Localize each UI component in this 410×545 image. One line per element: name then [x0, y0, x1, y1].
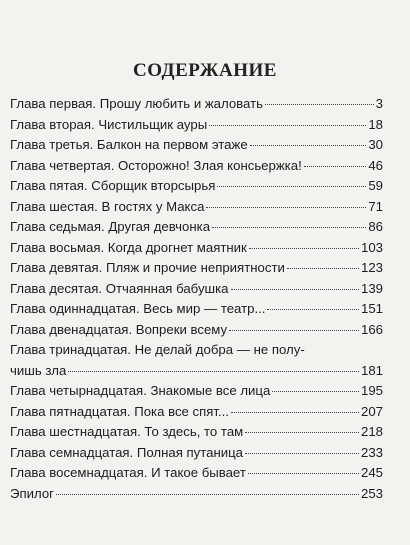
toc-entry-title: Глава шестнадцатая. То здесь, то там: [10, 424, 244, 439]
toc-entry-title: Глава пятнадцатая. Пока все спят...: [10, 403, 229, 419]
toc-entry-page: 181: [360, 362, 383, 378]
dot-leader: [229, 330, 359, 331]
toc-entry-page: 59: [368, 178, 383, 193]
toc-entry-page: 3: [375, 96, 383, 111]
dot-leader: [217, 186, 366, 187]
toc-entry-title-line2: чишь зла: [10, 362, 67, 378]
dot-leader: [249, 248, 359, 249]
toc-entry: [10, 443, 383, 464]
toc-entry-page: 207: [360, 403, 383, 419]
toc-entry-title: Глава семнадцатая. Полная путаница: [10, 444, 244, 460]
toc-entry: [10, 422, 383, 443]
dot-leader: [68, 371, 359, 372]
toc-entry-page: 151: [360, 301, 383, 316]
toc-entry: [10, 135, 383, 156]
toc-entry-page: 195: [360, 383, 383, 398]
toc-entry: [10, 94, 383, 115]
toc-entry-title: Глава восемнадцатая. И такое бывает: [10, 465, 246, 480]
toc-entry-page: 103: [360, 239, 383, 255]
dot-leader: [304, 166, 367, 167]
toc-entry-page: 233: [360, 444, 383, 460]
toc-entry: [10, 258, 383, 279]
table-of-contents: [10, 94, 383, 504]
toc-entry-title: Эпилог: [10, 485, 54, 501]
toc-entry: [10, 484, 383, 505]
toc-entry-title: Глава седьмая. Другая девчонка: [10, 219, 211, 234]
toc-entry-title: Глава пятая. Сборщик вторсырья: [10, 178, 216, 193]
toc-entry: [10, 299, 383, 320]
toc-entry-title-line1: Глава тринадцатая. Не делай добра — не полу-: [10, 342, 305, 357]
toc-entry-page: 123: [360, 260, 383, 275]
toc-entry: [10, 197, 383, 218]
toc-entry-page: 218: [360, 424, 383, 439]
toc-entry-title: Глава двенадцатая. Вопреки всему: [10, 321, 228, 337]
toc-entry: [10, 361, 383, 382]
toc-entry-page: 166: [360, 321, 383, 337]
toc-entry: [10, 320, 383, 341]
dot-leader: [56, 494, 359, 495]
toc-entry-title: Глава четырнадцатая. Знакомые все лица: [10, 383, 271, 398]
dot-leader: [245, 453, 359, 454]
dot-leader: [212, 227, 366, 228]
dot-leader: [231, 289, 359, 290]
toc-entry: [10, 463, 383, 484]
toc-entry-page: 18: [368, 116, 383, 132]
toc-entry-title: Глава восьмая. Когда дрогнет маятник: [10, 239, 247, 255]
toc-entry-page: 86: [368, 219, 383, 234]
toc-entry-page: 46: [368, 157, 383, 173]
dot-leader: [250, 145, 367, 146]
toc-entry-page: 245: [360, 465, 383, 480]
dot-leader: [272, 391, 359, 392]
toc-entry-title: Глава десятая. Отчаянная бабушка: [10, 280, 229, 296]
toc-entry: [10, 381, 383, 402]
toc-entry-title: Глава девятая. Пляж и прочие неприятности: [10, 260, 285, 275]
dot-leader: [265, 104, 374, 105]
toc-entry-page: 139: [360, 280, 383, 296]
dot-leader: [231, 412, 359, 413]
dot-leader: [267, 309, 359, 310]
dot-leader: [287, 268, 359, 269]
toc-entry-title: Глава четвертая. Осторожно! Злая консьержка!: [10, 157, 302, 173]
toc-entry: [10, 176, 383, 197]
toc-entry-title: Глава третья. Балкон на первом этаже: [10, 137, 248, 152]
toc-entry-title: Глава одиннадцатая. Весь мир — театр...: [10, 301, 266, 316]
toc-entry: [10, 402, 383, 423]
toc-entry-title: Глава шестая. В гостях у Макса: [10, 198, 205, 214]
dot-leader: [245, 432, 359, 433]
toc-entry-page: 30: [368, 137, 383, 152]
toc-entry-title: Глава вторая. Чистильщик ауры: [10, 116, 208, 132]
dot-leader: [206, 207, 366, 208]
toc-entry: [10, 115, 383, 136]
toc-entry: [10, 279, 383, 300]
dot-leader: [248, 473, 359, 474]
toc-entry: [10, 217, 383, 238]
toc-entry-title: Глава первая. Прошу любить и жаловать: [10, 96, 263, 111]
toc-entry-page: 71: [368, 198, 383, 214]
toc-entry: [10, 238, 383, 259]
toc-entry: [10, 156, 383, 177]
dot-leader: [209, 125, 366, 126]
page-title: СОДЕРЖАНИЕ: [133, 60, 277, 81]
toc-entry-page: 253: [360, 485, 383, 501]
